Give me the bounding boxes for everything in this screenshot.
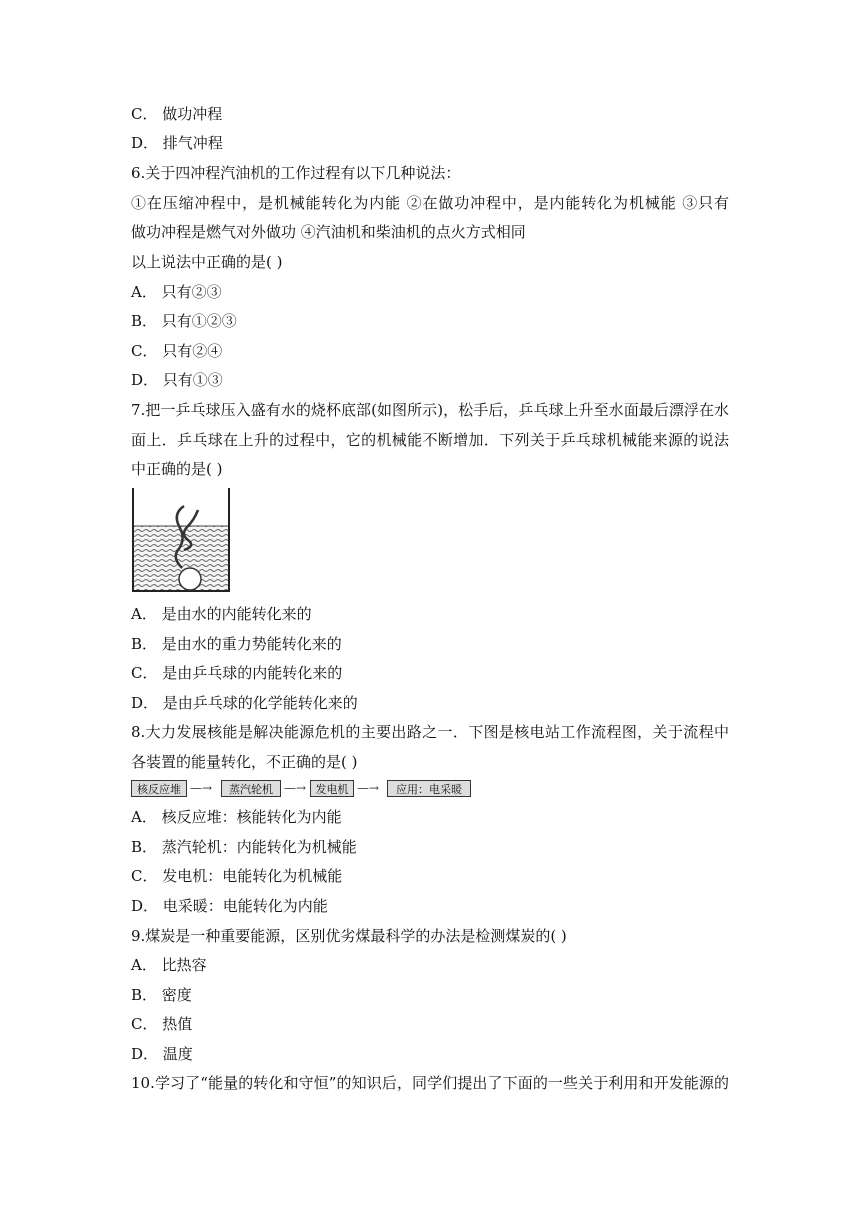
q9-stem: 9.煤炭是一种重要能源，区别优劣煤最科学的办法是检测煤炭的( ) [131, 927, 567, 945]
q6-option-a: A． 只有②③ [131, 283, 222, 301]
q8-option-a: A． 核反应堆：核能转化为内能 [131, 808, 342, 826]
q6-question: 以上说法中正确的是( ) [131, 253, 283, 271]
flow-arrow-2: —→ [284, 781, 307, 795]
flow-box-reactor: 核反应堆 [131, 780, 187, 797]
q7-option-a: A． 是由水的内能转化来的 [131, 605, 312, 623]
q8-stem-line-1: 8.大力发展核能是解决能源危机的主要出路之一．下图是核电站工作流程图，关于流程中 [131, 723, 729, 741]
q9-option-d: D． 温度 [131, 1045, 193, 1063]
q8-stem-line-2: 各装置的能量转化，不正确的是( ) [131, 753, 358, 771]
q7-stem-line-3: 中正确的是( ) [131, 460, 223, 478]
q7-option-d: D． 是由乒乓球的化学能转化来的 [131, 694, 358, 712]
q9-option-a: A． 比热容 [131, 956, 207, 974]
q9-option-b: B． 密度 [131, 986, 192, 1004]
q10-stem-line-1: 10.学习了“能量的转化和守恒”的知识后，同学们提出了下面的一些关于利用和开发能源的 [131, 1074, 729, 1092]
q6-statement-line-2: 做功冲程是燃气对外做功 ④汽油机和柴油机的点火方式相同 [131, 223, 526, 241]
flow-arrow-3: —→ [357, 781, 380, 795]
q6-option-b: B． 只有①②③ [131, 312, 237, 330]
beaker-figure [128, 488, 234, 594]
flow-box-generator: 发电机 [310, 780, 354, 797]
q7-option-b: B． 是由水的重力势能转化来的 [131, 635, 342, 653]
q6-option-c: C． 只有②④ [131, 342, 223, 360]
q9-option-c: C． 热值 [131, 1015, 193, 1033]
q8-option-d: D． 电采暖：电能转化为内能 [131, 897, 328, 915]
flow-box-turbine: 蒸汽轮机 [221, 780, 281, 797]
q5-option-c: C． 做功冲程 [131, 105, 223, 123]
q7-option-c: C． 是由乒乓球的内能转化来的 [131, 664, 343, 682]
q5-option-d: D． 排气冲程 [131, 134, 223, 152]
q7-stem-line-2: 面上．乒乓球在上升的过程中，它的机械能不断增加．下列关于乒乓球机械能来源的说法 [131, 431, 729, 449]
q6-statement-line-1: ①在压缩冲程中，是机械能转化为内能 ②在做功冲程中，是内能转化为机械能 ③只有 [131, 194, 729, 212]
flow-arrow-1: —→ [190, 781, 213, 795]
q6-option-d: D． 只有①③ [131, 371, 223, 389]
flow-box-application: 应用：电采暖 [387, 780, 471, 797]
q8-option-b: B． 蒸汽轮机：内能转化为机械能 [131, 838, 357, 856]
q8-option-c: C． 发电机：电能转化为机械能 [131, 867, 343, 885]
q7-stem-line-1: 7.把一乒乓球压入盛有水的烧杯底部(如图所示)，松手后，乒乓球上升至水面最后漂浮在水 [131, 401, 729, 419]
q6-stem: 6.关于四冲程汽油机的工作过程有以下几种说法： [131, 164, 461, 182]
